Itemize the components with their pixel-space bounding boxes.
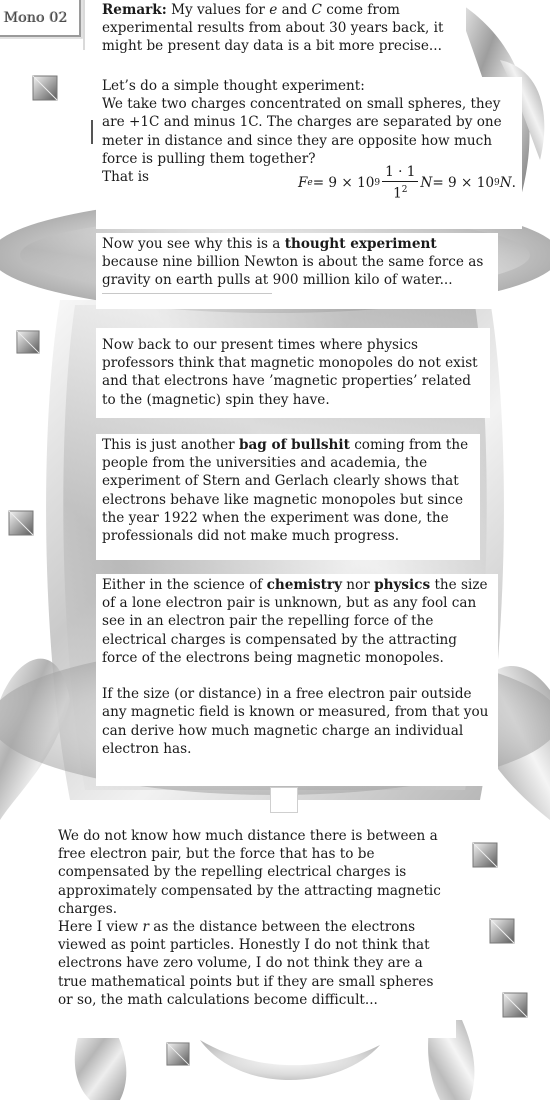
margin-tick bbox=[91, 120, 93, 144]
distance-paragraph-1: We do not know how much distance there is between a free electron pair, but the force that has to be compensated by the repelling electrical charges is approximately compensated by the attracting magnetic charges. bbox=[58, 828, 441, 917]
remark-block bbox=[96, 0, 466, 58]
experiment-block bbox=[96, 77, 522, 229]
square-icon bbox=[32, 75, 58, 101]
thought-block bbox=[96, 233, 498, 309]
distance-paragraph-2: Here I view r as the distance between the electrons viewed as point particles. Honestly I do not think that electrons have zero volume, I do not think they are a true mathematical points but if they are small spheres or so, the math calculations become difficult... bbox=[58, 919, 434, 1008]
experiment-line-2: We take two charges concentrated on small spheres, they are +1C and minus 1C. The charges are separated by one meter in distance and since they are opposite how much force is pulling them together? bbox=[102, 96, 502, 167]
remark-paragraph: Remark: My values for e and C come from experimental results from about 30 years back, it might be present day data is a bit more precise... bbox=[102, 2, 444, 55]
electron-pair-paragraph-1: Either in the science of chemistry nor physics the size of a lone electron pair is unknown, but as any fool can see in an electron pair the repelling force of the electrical charges is compensated by the attracting force of the electrons being magnetic monopoles. bbox=[102, 577, 488, 666]
monopoles-paragraph: Now back to our present times where physics professors think that magnetic monopoles do not exist and that electrons have ’magnetic properties’ related to the (magnetic) spin they have. bbox=[102, 337, 478, 408]
distance-block bbox=[52, 826, 456, 1038]
square-icon bbox=[16, 330, 40, 354]
square-marker bbox=[270, 787, 298, 813]
square-icon bbox=[502, 992, 528, 1018]
badge-label: Mono 02 bbox=[4, 10, 68, 26]
section-rule bbox=[102, 293, 272, 294]
square-icon bbox=[472, 842, 498, 868]
formula-lhs: F bbox=[297, 175, 308, 192]
square-icon bbox=[8, 510, 34, 536]
monopoles-block bbox=[96, 328, 490, 418]
mono-badge bbox=[0, 0, 86, 50]
remark-label: Remark: bbox=[102, 2, 167, 18]
bullshit-block bbox=[96, 434, 480, 560]
formula-fraction: $\frac{1 \cdot 1}{1^2}$ bbox=[382, 165, 418, 202]
electron-pair-paragraph-2: If the size (or distance) in a free electron pair outside any magnetic field is known or measured, from that you can derive how much magnetic charge an individual electron has. bbox=[102, 686, 489, 757]
column-bottom-left bbox=[75, 1030, 127, 1100]
experiment-line-3: That is bbox=[102, 169, 150, 186]
electron-pair-block bbox=[96, 574, 498, 786]
coulomb-formula: F e = 9 × 10 9 $\frac{1 \cdot 1}{1^2}$ N = 9 × 10 9 N . bbox=[297, 163, 516, 202]
thought-paragraph: Now you see why this is a thought experiment because nine billion Newton is about the same force as gravity on earth pulls at 900 million kilo of water... bbox=[102, 236, 484, 289]
bullshit-paragraph: This is just another bag of bullshit coming from the people from the universities and academia, the experiment of Stern and Gerlach clearly shows that electrons behave like magnetic monopoles but since the year 1922 when the experiment was done, the professionals did not make much progress. bbox=[102, 437, 469, 545]
square-icon bbox=[489, 918, 515, 944]
experiment-line-1: Let’s do a simple thought experiment: bbox=[102, 78, 365, 94]
square-icon bbox=[166, 1042, 190, 1066]
